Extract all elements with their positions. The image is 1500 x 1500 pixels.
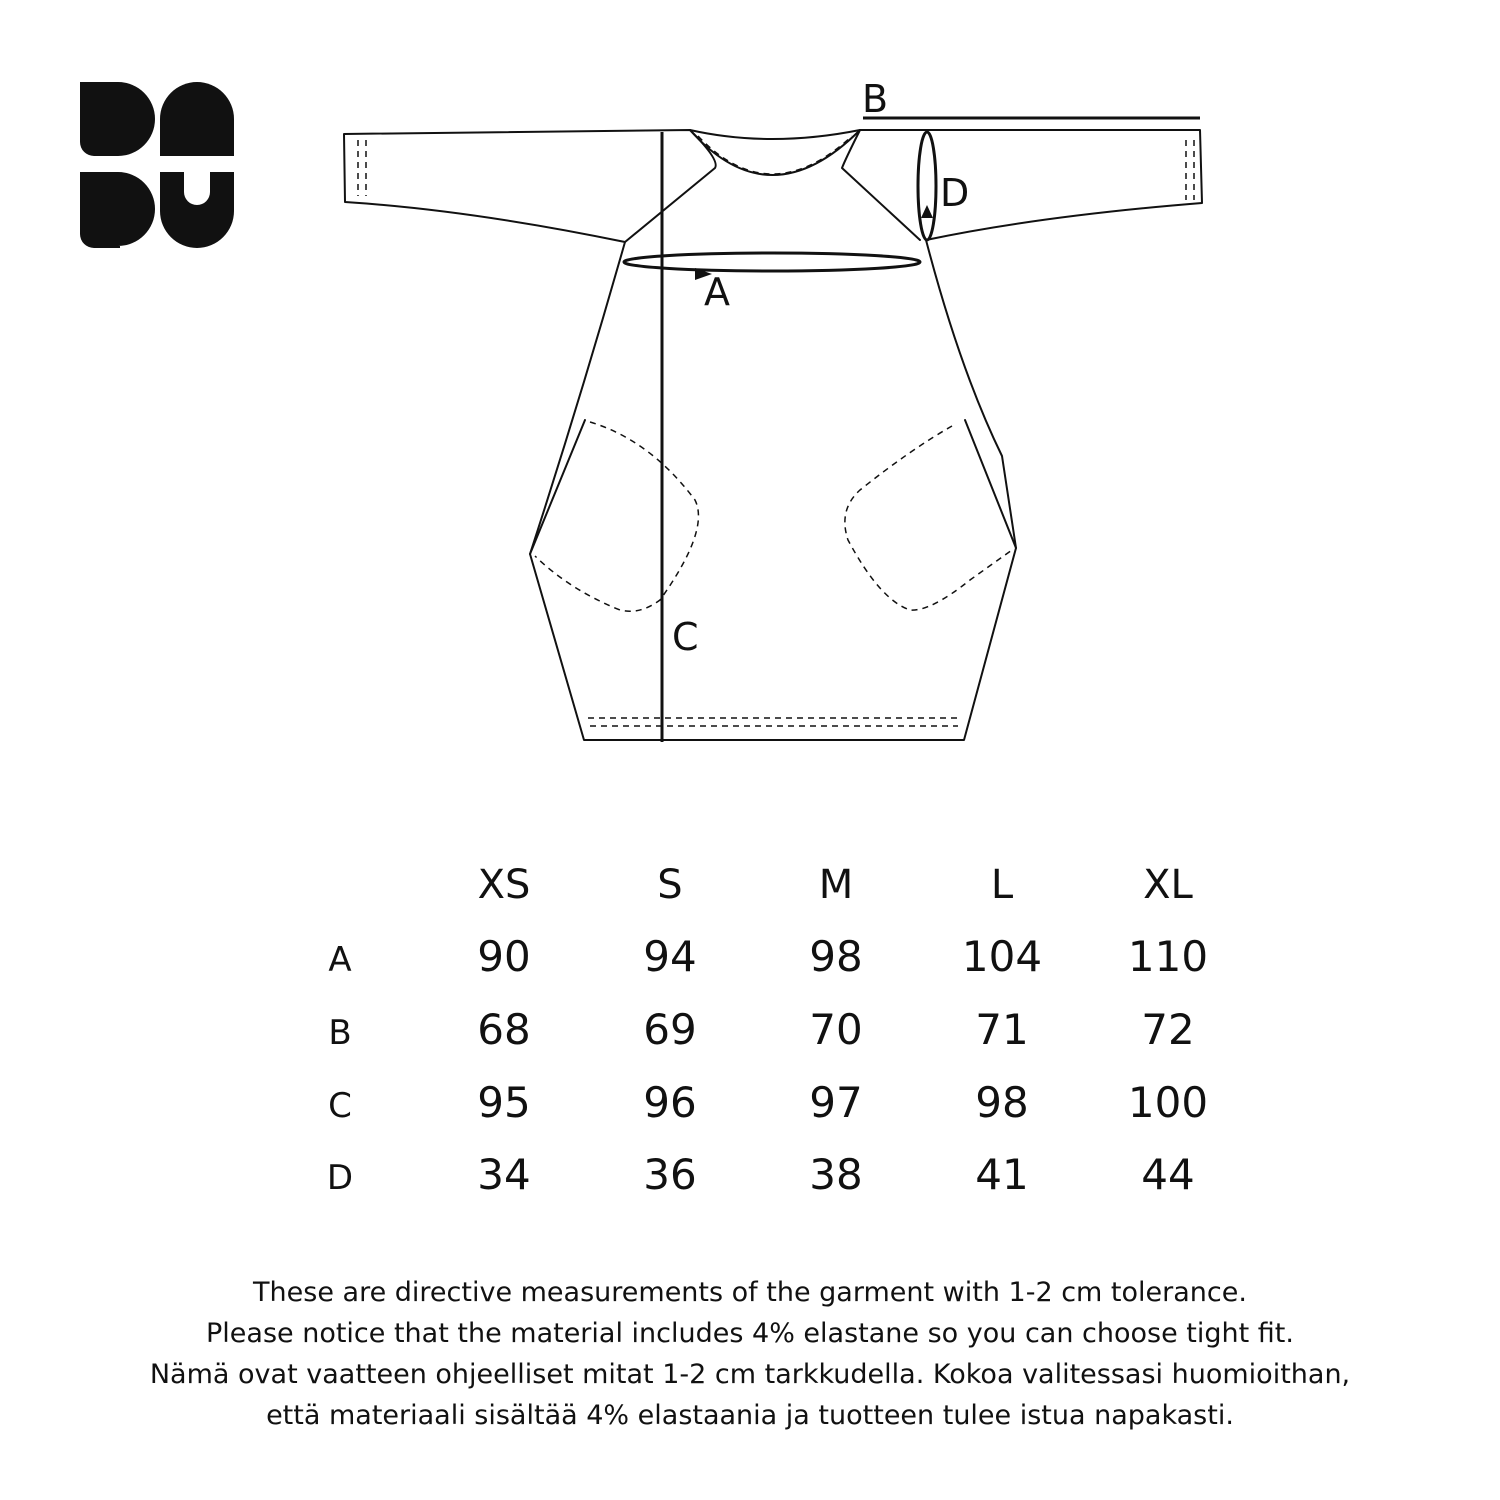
pocket-right-dashed xyxy=(845,426,1012,610)
table-cell: 70 xyxy=(809,1005,863,1054)
note-line-1: These are directive measurements of the garment with 1-2 cm tolerance. xyxy=(253,1277,1247,1308)
logo-letter-u xyxy=(160,172,234,248)
table-cell: 90 xyxy=(477,932,531,981)
note-line-3: Nämä ovat vaatteen ohjeelliset mitat 1-2 cm tarkkudella. Kokoa valitessasi huomioithan, xyxy=(149,1359,1351,1390)
table-cell: 68 xyxy=(477,1005,531,1054)
table-cell: 110 xyxy=(1127,932,1209,981)
size-header-m: M xyxy=(818,862,854,908)
garment-outline xyxy=(344,130,1202,740)
table-cell: 71 xyxy=(975,1005,1029,1054)
size-header-s: S xyxy=(657,862,683,908)
measure-a-ellipse xyxy=(624,253,920,271)
table-cell: 94 xyxy=(643,932,697,981)
pocket-opening-right xyxy=(965,420,1016,548)
table-cell: 38 xyxy=(809,1150,863,1199)
table-cell: 44 xyxy=(1141,1150,1195,1199)
pocket-opening-left xyxy=(530,420,585,554)
row-label-b: B xyxy=(328,1013,352,1053)
table-cell: 100 xyxy=(1127,1078,1209,1127)
label-d: D xyxy=(940,171,970,215)
table-cell: 95 xyxy=(477,1078,531,1127)
note-line-4: että materiaali sisältää 4% elastaania ja tuotteen tulee istua napakasti. xyxy=(266,1400,1234,1431)
raglan-seam-left xyxy=(625,130,716,242)
measurement-notes xyxy=(0,1272,1500,1436)
table-cell: 36 xyxy=(643,1150,697,1199)
size-header-xl: XL xyxy=(1143,862,1193,908)
label-a: A xyxy=(704,270,730,314)
table-cell: 41 xyxy=(975,1150,1029,1199)
neck-stitch xyxy=(698,136,852,174)
size-header-xs: XS xyxy=(477,862,531,908)
table-cell: 97 xyxy=(809,1078,863,1127)
row-label-d: D xyxy=(326,1158,354,1198)
logo-letter-a xyxy=(160,82,234,156)
table-cell: 69 xyxy=(643,1005,697,1054)
table-cell: 98 xyxy=(975,1078,1029,1127)
logo-letter-p-top xyxy=(80,82,155,156)
table-cell: 98 xyxy=(809,932,863,981)
papu-logo xyxy=(80,82,234,248)
pocket-left-dashed xyxy=(535,422,698,611)
table-cell: 96 xyxy=(643,1078,697,1127)
measure-d-ellipse xyxy=(918,132,936,240)
raglan-seam-right xyxy=(842,130,920,240)
note-line-2: Please notice that the material includes 4% elastane so you can choose tight fit. xyxy=(206,1318,1294,1349)
row-label-c: C xyxy=(328,1086,352,1126)
size-header-l: L xyxy=(990,862,1014,908)
row-label-a: A xyxy=(328,940,352,980)
label-b: B xyxy=(862,77,889,121)
size-table xyxy=(0,850,1500,1210)
table-cell: 34 xyxy=(477,1150,531,1199)
logo-letter-p-bottom xyxy=(80,172,155,248)
measure-d-arrow xyxy=(921,205,933,218)
table-cell: 72 xyxy=(1141,1005,1195,1054)
garment-diagram xyxy=(320,70,1220,770)
label-c: C xyxy=(672,615,699,659)
table-cell: 104 xyxy=(961,932,1043,981)
